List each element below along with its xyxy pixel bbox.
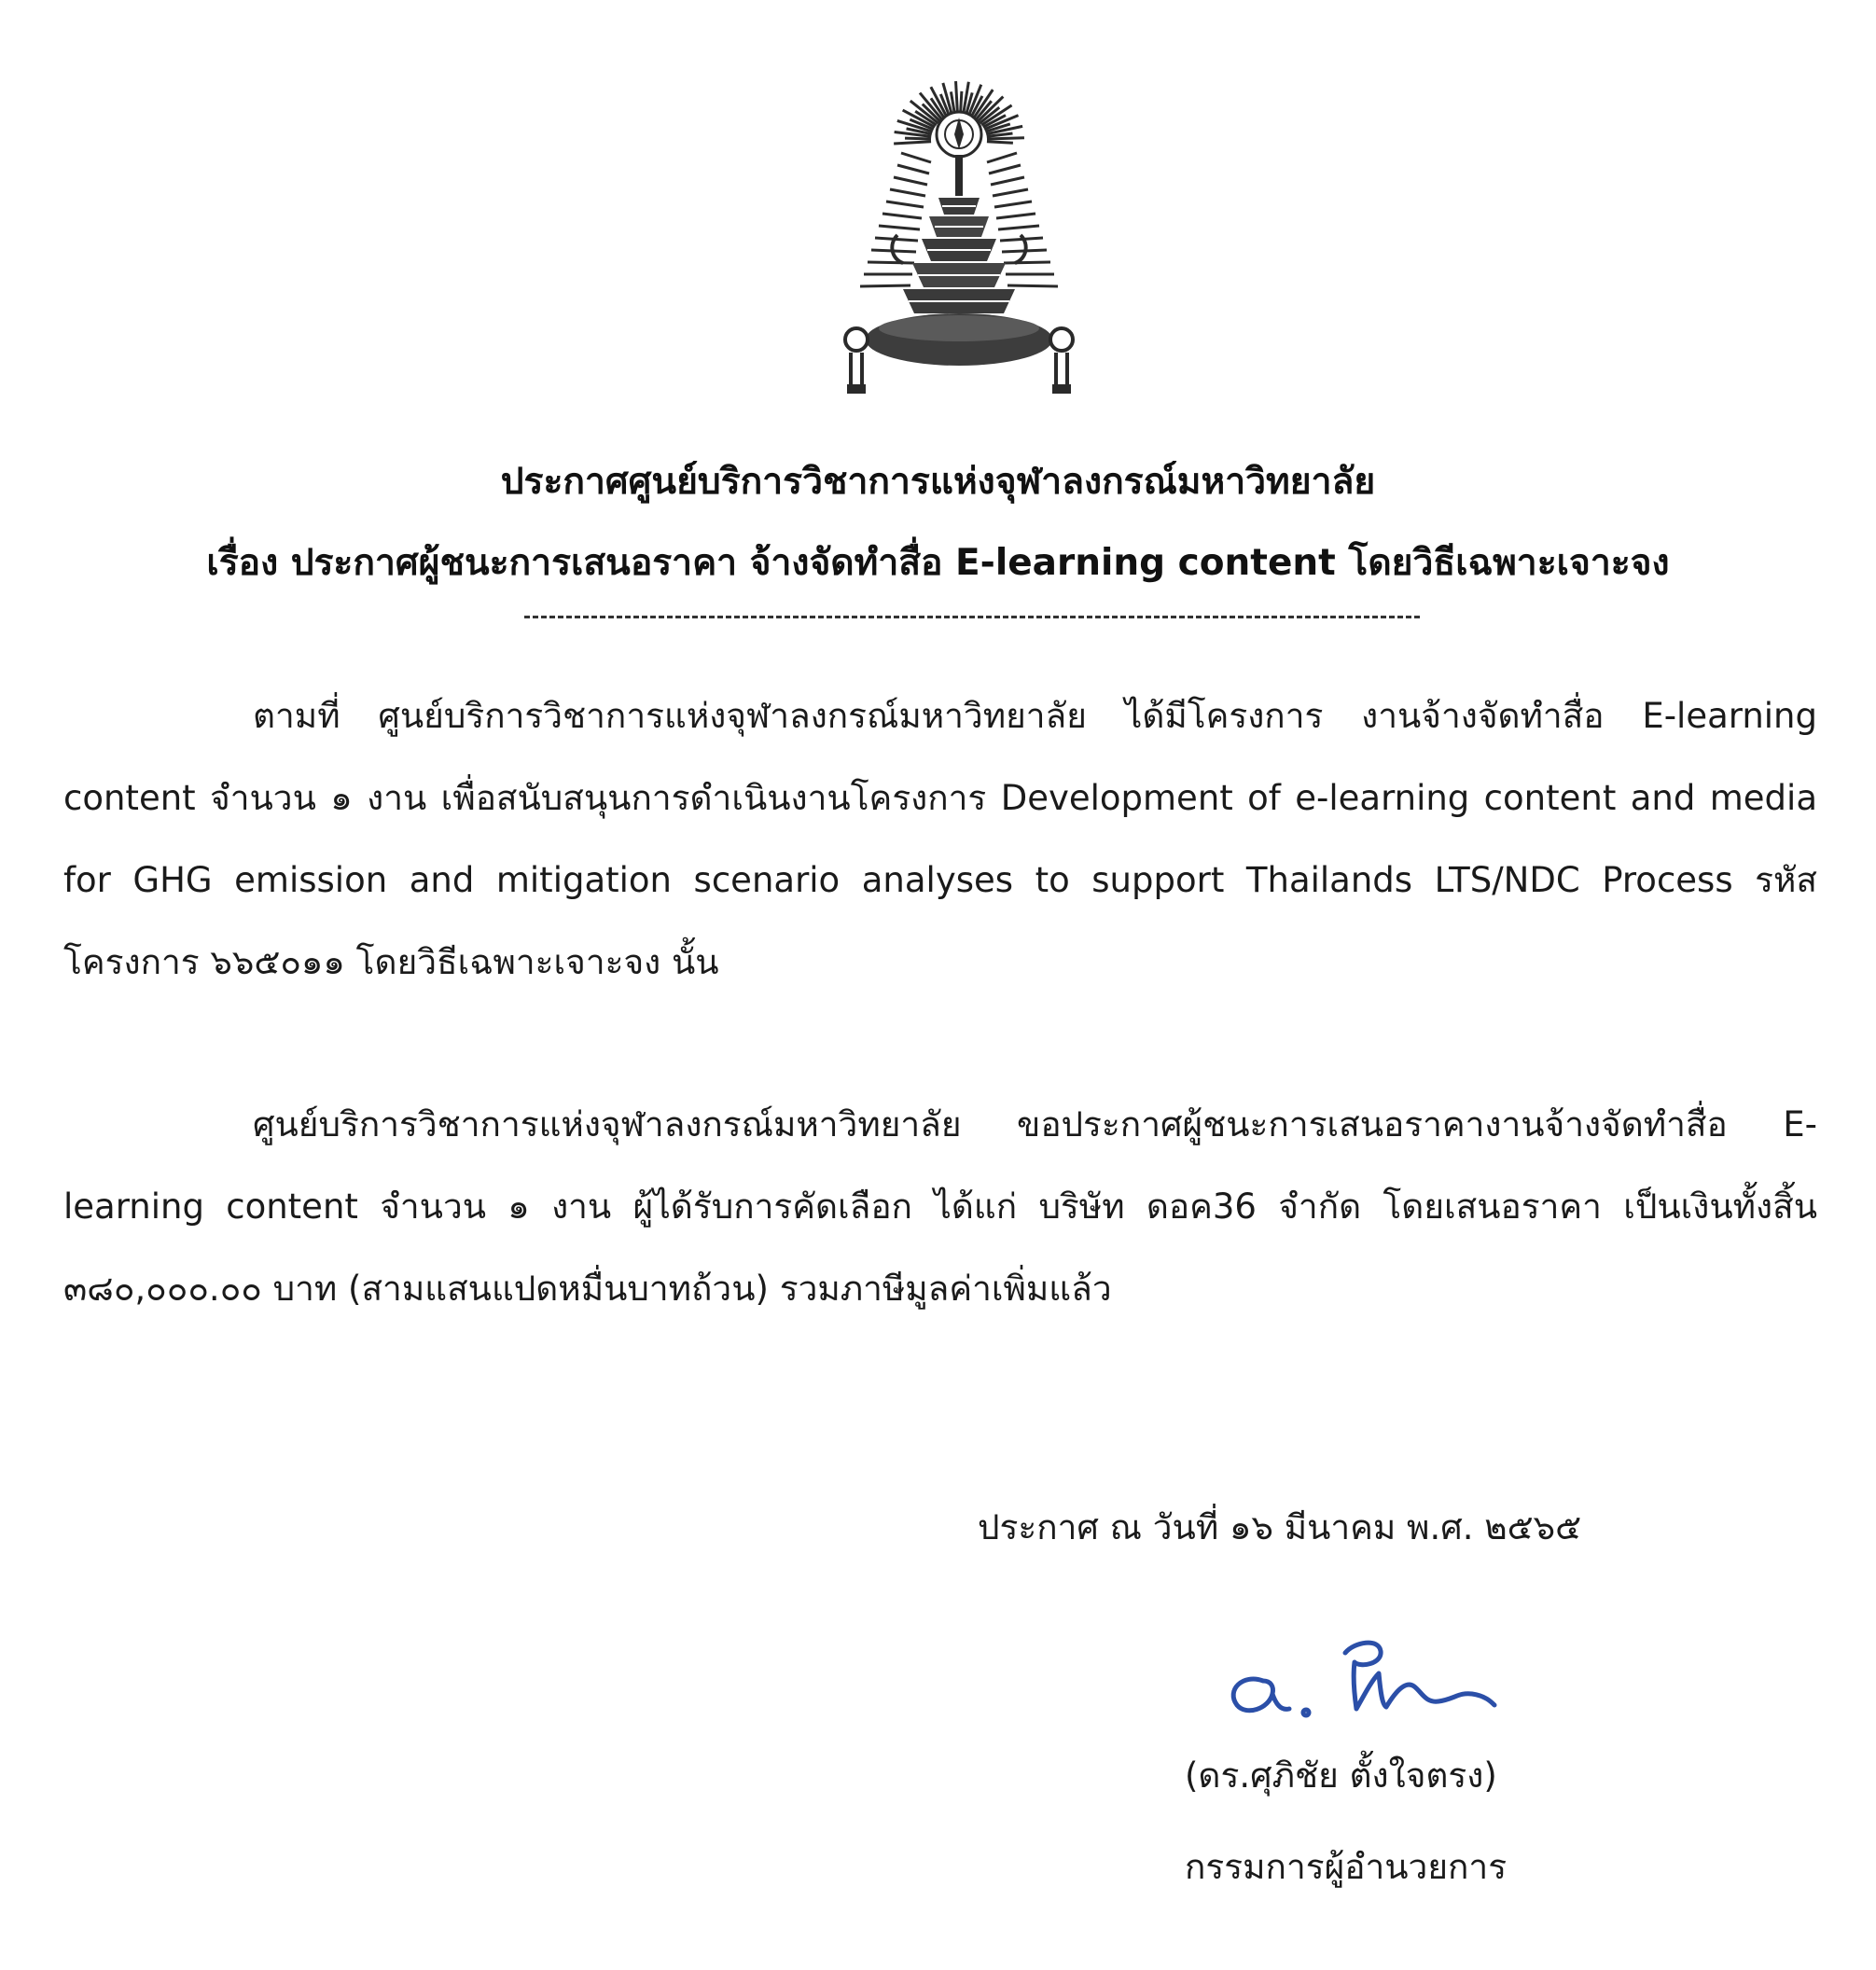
- university-emblem-icon: [838, 76, 1080, 422]
- signer-name: (ดร.ศุภิชัย ตั้งใจตรง): [1185, 1755, 1497, 1796]
- signer-position: กรรมการผู้อำนวยการ: [1185, 1847, 1508, 1887]
- announcement-subject: เรื่อง ประกาศผู้ชนะการเสนอราคา จ้างจัดทำสื่อ E-learning content โดยวิธีเฉพาะเจาะจง: [206, 542, 1670, 584]
- paragraph-text: ศูนย์บริการวิชาการแห่งจุฬาลงกรณ์มหาวิทยาลัย ขอประกาศผู้ชนะการเสนอราคางานจ้างจัดทำสื่อ E-learning content จำนวน ๑ งาน ผู้ได้รับการคัดเลือก ได้แก่ บริษัท ดอค36 จำกัด โดยเสนอราคา เป็นเงินทั้งสิ้น ๓๘๐,๐๐๐.๐๐ บาท (สามแสนแปดหมื่นบาทถ้วน) รวมภาษีมูลค่าเพิ่มแล้ว: [63, 1104, 1817, 1309]
- paragraph-text: ตามที่ ศูนย์บริการวิชาการแห่งจุฬาลงกรณ์มหาวิทยาลัย ได้มีโครงการ งานจ้างจัดทำสื่อ E-learning content จำนวน ๑ งาน เพื่อสนับสนุนการดำเนินงานโครงการ Development of e-learning content and media for GHG emission and mitigation scenario analyses to support Thailands LTS/NDC Process รหัสโครงการ ๖๖๕๐๑๑ โดยวิธีเฉพาะเจาะจง นั้น: [63, 696, 1817, 982]
- separator-line: [524, 616, 1420, 618]
- body-paragraph-project: [63, 675, 1817, 1004]
- body-paragraph-winner: [63, 1084, 1817, 1330]
- announcement-date: ประกาศ ณ วันที่ ๑๖ มีนาคม พ.ศ. ๒๕๖๕: [978, 1507, 1582, 1547]
- handwritten-signature: [1215, 1616, 1513, 1737]
- announcement-title: ประกาศศูนย์บริการวิชาการแห่งจุฬาลงกรณ์มหาวิทยาลัย: [500, 461, 1376, 503]
